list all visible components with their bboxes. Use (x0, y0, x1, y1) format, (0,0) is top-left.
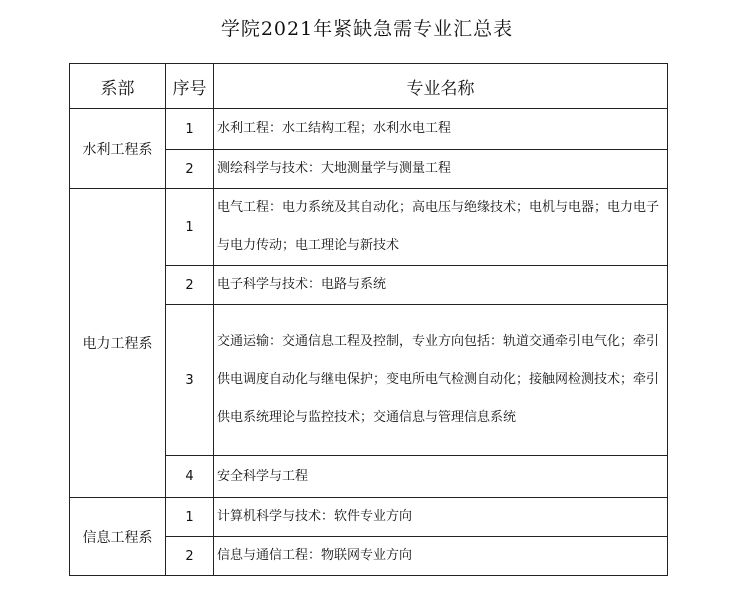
page-title: 学院2021年紧缺急需专业汇总表 (220, 18, 514, 40)
row-number: 1 (166, 109, 214, 150)
header-dept: 系部 (70, 64, 166, 109)
row-number: 1 (166, 189, 214, 266)
row-number: 2 (166, 266, 214, 305)
header-major: 专业名称 (214, 64, 668, 109)
row-number: 1 (166, 498, 214, 537)
major-name: 测绘科学与技术：大地测量学与测量工程 (214, 150, 668, 189)
major-name: 水利工程：水工结构工程；水利水电工程 (214, 109, 668, 150)
dept-cell: 水利工程系 (70, 109, 166, 189)
table-row (70, 109, 668, 150)
major-name: 电气工程：电力系统及其自动化；高电压与绝缘技术；电机与电器；电力电子与电力传动；电工理论与新技术 (214, 189, 668, 266)
table-row (70, 189, 668, 266)
major-name: 计算机科学与技术：软件专业方向 (214, 498, 668, 537)
dept-cell: 信息工程系 (70, 498, 166, 576)
dept-cell: 电力工程系 (70, 189, 166, 498)
major-name: 交通运输：交通信息工程及控制，专业方向包括：轨道交通牵引电气化；牵引供电调度自动化与继电保护；变电所电气检测自动化；接触网检测技术；牵引供电系统理论与监控技术；交通信息与管理信息系统 (214, 305, 668, 456)
major-name: 安全科学与工程 (214, 456, 668, 498)
table-row (70, 498, 668, 537)
row-number: 4 (166, 456, 214, 498)
row-number: 3 (166, 305, 214, 456)
row-number: 2 (166, 537, 214, 576)
table-header-row (70, 64, 668, 109)
header-index: 序号 (166, 64, 214, 109)
major-name: 信息与通信工程：物联网专业方向 (214, 537, 668, 576)
major-name: 电子科学与技术：电路与系统 (214, 266, 668, 305)
row-number: 2 (166, 150, 214, 189)
majors-table (69, 63, 668, 576)
